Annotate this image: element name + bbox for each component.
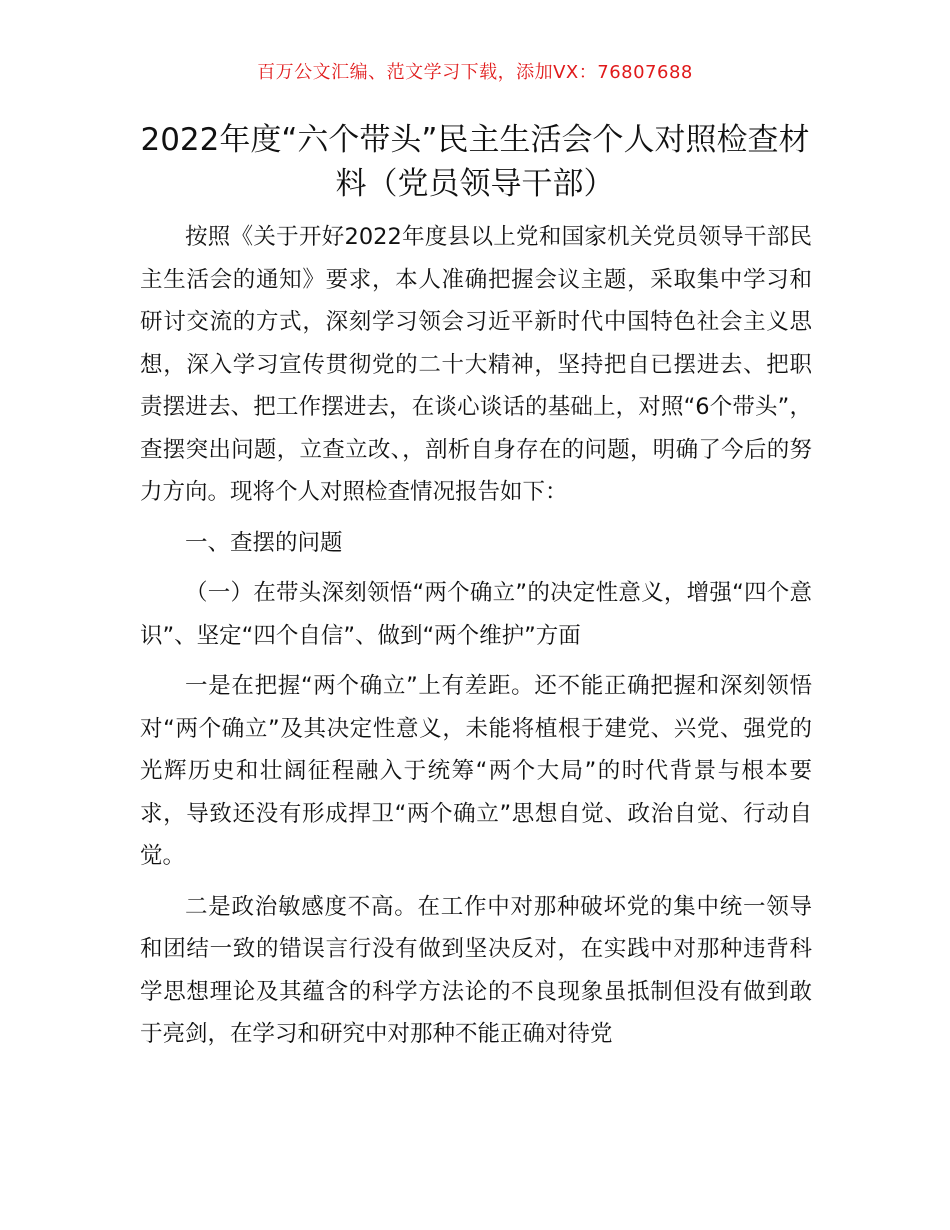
header-watermark-note: 百万公文汇编、范文学习下载，添加VX：76807688 [257, 62, 693, 83]
intro-paragraph: 按照《关于开好2022年度县以上党和国家机关党员领导干部民主生活会的通知》要求，本人准确把握会议主题，采取集中学习和研讨交流的方式，深刻学习领会习近平新时代中国特色社会主义思想，深入学习宣传贯彻党的二十大精神，坚持把自已摆进去、把职责摆进去、把工作摆进去，在谈心谈话的基础上，对照“6个带头”，查摆突出问题，立查立改、，剖析自身存在的问题，明确了今后的努力方向。现将个人对照检查情况报告如下： [140, 224, 812, 505]
body-paragraph: 一是在把握“两个确立”上有差距。还不能正确把握和深刻领悟对“两个确立”及其决定性意义，未能将植根于建党、兴党、强党的光辉历史和壮阔征程融入于统筹“两个大局”的时代背景与根本要求，导致还没有形成捍卫“两个确立”思想自觉、政治自觉、行动自觉。 [140, 673, 812, 869]
subsection-heading: （一）在带头深刻领悟“两个确立”的决定性意义，增强“四个意识”、坚定“四个自信”、做到“两个维护”方面 [140, 580, 812, 649]
body-paragraph: 二是政治敏感度不高。在工作中对那种破坏党的集中统一领导和团结一致的错误言行没有做到坚决反对，在实践中对那种违背科学思想理论及其蕴含的科学方法论的不良现象虽抵制但没有做到敢于亮剑，在学习和研究中对那种不能正确对待党 [140, 893, 812, 1047]
document-body [140, 216, 812, 1064]
section-heading: 一、查摆的问题 [185, 529, 343, 556]
page-title: 2022年度“六个带头”民主生活会个人对照检查材料（党员领导干部） [140, 122, 810, 202]
